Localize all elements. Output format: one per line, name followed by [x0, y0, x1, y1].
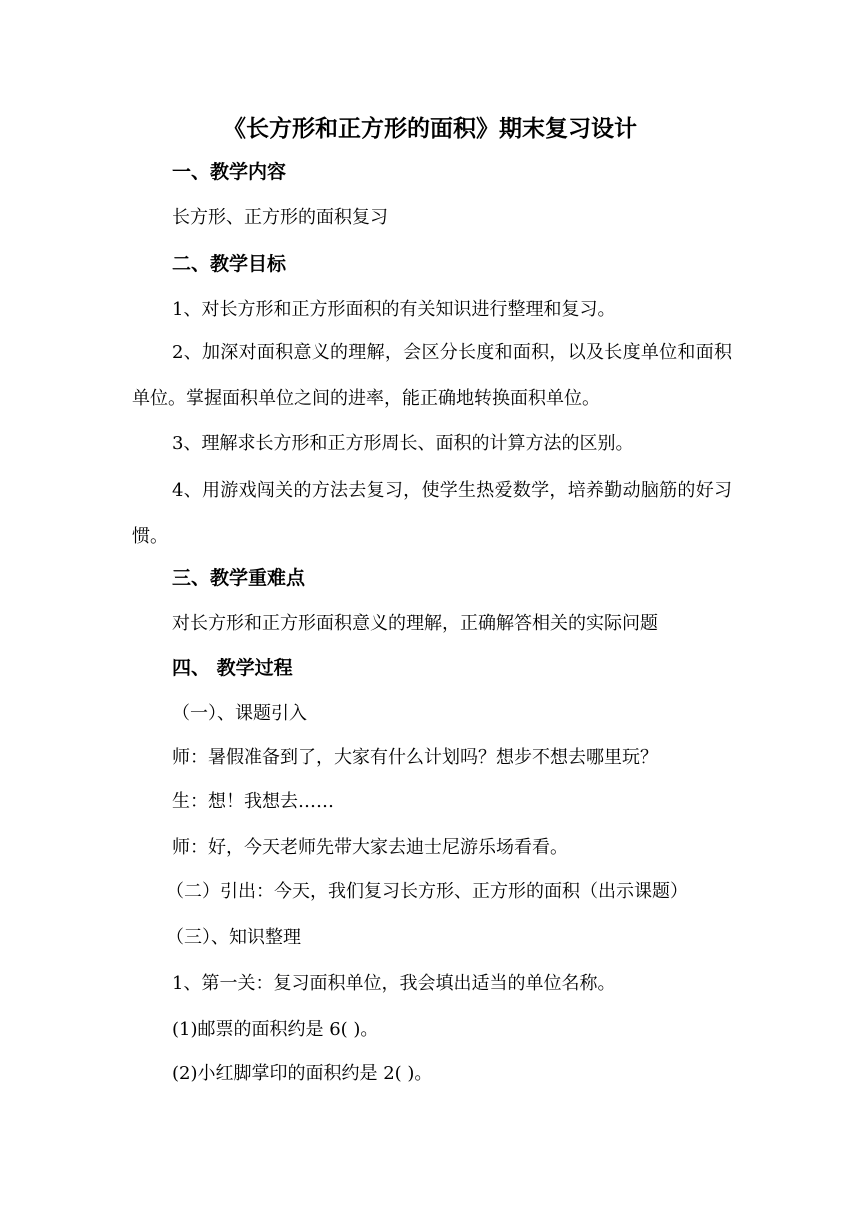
document-title: 《长方形和正方形的面积》期末复习设计 [223, 115, 637, 142]
teacher-line-2: 师：好，今天老师先带大家去迪士尼游乐场看看。 [172, 837, 568, 858]
goal-item-3: 3、理解求长方形和正方形周长、面积的计算方法的区别。 [172, 433, 634, 454]
section-heading-process: 四、 教学过程 [172, 657, 293, 679]
process-intro-heading: （一）、课题引入 [172, 703, 307, 724]
goal-item-2: 2、加深对面积意义的理解，会区分长度和面积，以及长度单位和面积单位。掌握面积单位之间的进率，能正确地转换面积单位。 [132, 342, 732, 409]
goal-item-4: 4、用游戏闯关的方法去复习，使学生热爱数学，培养勤动脑筋的好习惯。 [132, 480, 732, 547]
question-1: (1)邮票的面积约是 6( )。 [172, 1019, 379, 1040]
keypoints-text: 对长方形和正方形面积意义的理解，正确解答相关的实际问题 [172, 613, 658, 634]
question-2: (2)小红脚掌印的面积约是 2( )。 [172, 1063, 433, 1084]
student-line: 生：想！我想去…… [172, 791, 334, 812]
section-heading-content: 一、教学内容 [172, 161, 287, 183]
process-topic-line: （二）引出：今天，我们复习长方形、正方形的面积（出示课题） [166, 881, 688, 902]
knowledge-heading: （三）、知识整理 [166, 927, 301, 948]
section-content-text: 长方形、正方形的面积复习 [172, 207, 388, 228]
level-one-line: 1、第一关：复习面积单位，我会填出适当的单位名称。 [172, 973, 616, 994]
section-heading-goals: 二、教学目标 [172, 253, 287, 275]
teacher-line-1: 师：暑假准备到了，大家有什么计划吗？想步不想去哪里玩？ [172, 747, 658, 768]
section-heading-keypoints: 三、教学重难点 [172, 567, 306, 589]
goal-item-1: 1、对长方形和正方形面积的有关知识进行整理和复习。 [172, 299, 616, 320]
